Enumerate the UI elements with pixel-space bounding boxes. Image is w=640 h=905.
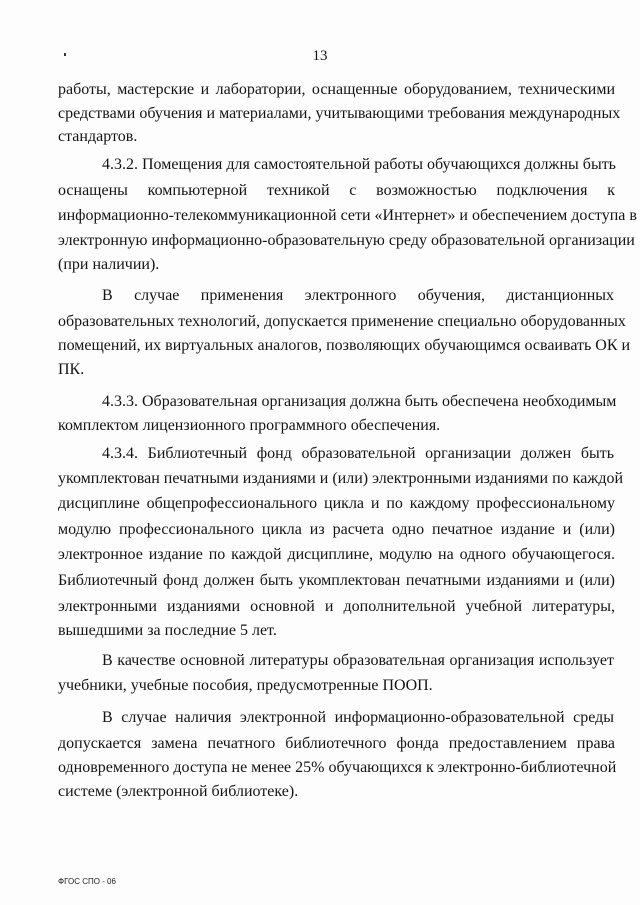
text-line: 4.3.2. Помещения для самостоятельной работы обучающихся должны быть	[102, 156, 616, 173]
text-line: средствами обучения и материалами, учитывающими требования международных	[58, 105, 621, 122]
text-line: В случае наличия электронной информационно-образовательной среды	[102, 709, 614, 726]
footer-label: ФГОС СПО - 06	[58, 877, 116, 886]
text-line: стандартов.	[58, 128, 138, 145]
text-line: дисциплине общепрофессионального цикла и по каждому профессиональному	[58, 495, 615, 512]
text-line: Библиотечный фонд должен быть укомплектован печатными изданиями и (или)	[58, 572, 615, 589]
text-line: укомплектован печатными изданиями и (или) электронными изданиями по каждой	[58, 470, 624, 487]
text-line: учебники, учебные пособия, предусмотренные ПООП.	[58, 677, 433, 694]
text-line: 4.3.4. Библиотечный фонд образовательной организации должен быть	[102, 445, 614, 462]
page-number: 13	[312, 48, 328, 64]
text-line: помещений, их виртуальных аналогов, позволяющих обучающимся осваивать ОК и	[58, 337, 631, 354]
text-line: ПК.	[58, 361, 85, 378]
text-line: электронное издание по каждой дисциплине, модулю на одного обучающегося.	[58, 546, 615, 563]
text-line: (при наличии).	[58, 256, 160, 273]
text-line: одновременного доступа не менее 25% обучающихся к электронно-библиотечной	[58, 759, 617, 776]
text-line: образовательных технологий, допускается применение специально оборудованных	[58, 313, 626, 330]
text-line: модулю профессионального цикла из расчета одно печатное издание и (или)	[58, 521, 615, 538]
text-line: электронными изданиями основной и дополнительной учебной литературы,	[58, 598, 615, 615]
text-line: системе (электронной библиотеке).	[58, 783, 299, 800]
text-line: В качестве основной литературы образовательная организация использует	[102, 652, 614, 669]
text-line: 4.3.3. Образовательная организация должна быть обеспечена необходимым	[102, 393, 617, 410]
text-line: допускается замена печатного библиотечного фонда предоставлением права	[58, 735, 615, 752]
text-line: электронную информационно-образовательную среду образовательной организации	[58, 232, 635, 249]
text-line: комплектом лицензионного программного обеспечения.	[58, 417, 441, 434]
text-line: информационно-телекоммуникационной сети «Интернет» и обеспечением доступа в	[58, 207, 637, 224]
text-line: оснащены компьютерной техникой с возможностью подключения к	[58, 182, 615, 199]
text-line: В случае применения электронного обучения, дистанционных	[102, 287, 614, 304]
text-line: работы, мастерские и лаборатории, оснащенные оборудованием, техническими	[58, 81, 615, 98]
text-line: вышедшими за последние 5 лет.	[58, 622, 277, 639]
